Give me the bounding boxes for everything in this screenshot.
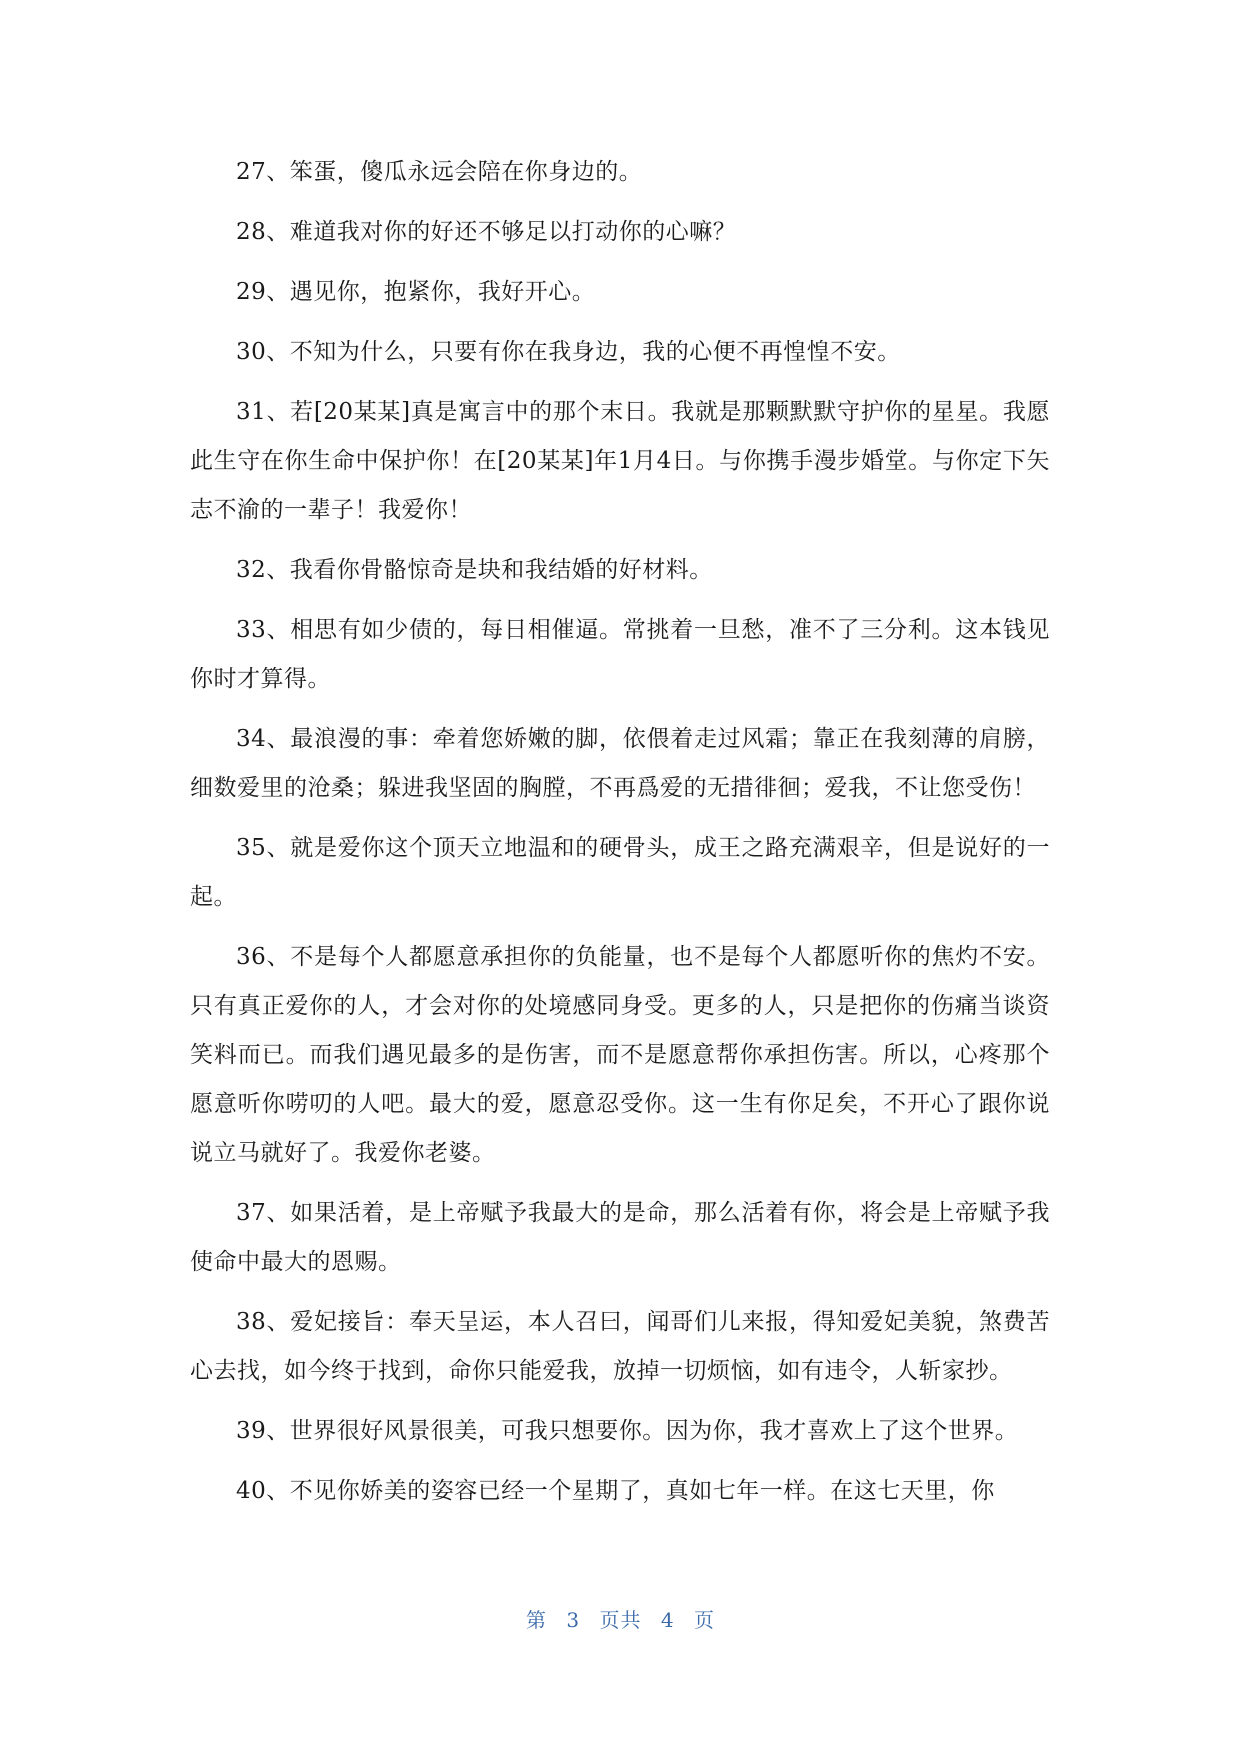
- paragraph-28: 28、难道我对你的好还不够足以打动你的心嘛？: [236, 219, 737, 245]
- paragraph-32: 32、我看你骨骼惊奇是块和我结婚的好材料。: [236, 557, 713, 583]
- paragraph-27: 27、笨蛋，傻瓜永远会陪在你身边的。: [236, 159, 643, 185]
- footer-prefix: 第: [526, 1608, 548, 1632]
- paragraph-29: 29、遇见你，抱紧你，我好开心。: [236, 279, 596, 305]
- paragraph-36: 36、不是每个人都愿意承担你的负能量，也不是每个人都愿听你的焦灼不安。只有真正爱你的人，才会对你的处境感同身受。更多的人，只是把你的伤痛当谈资笑料而已。而我们遇见最多的是伤害，而不是愿意帮你承担伤害。所以，心疼那个愿意听你唠叨的人吧。最大的爱，愿意忍受你。这一生有你足矣，不开心了跟你说说立马就好了。我爱你老婆。: [190, 944, 1050, 1166]
- paragraph-39: 39、世界很好风景很美，可我只想要你。因为你，我才喜欢上了这个世界。: [236, 1418, 1019, 1444]
- total-page-number: 4: [660, 1608, 675, 1632]
- paragraph-31: 31、若[20某某]真是寓言中的那个末日。我就是那颗默默守护你的星星。我愿此生守在你生命中保护你！在[20某某]年1月4日。与你携手漫步婚堂。与你定下矢志不渝的一辈子！我爱你！: [190, 399, 1050, 523]
- paragraph-38: 38、爱妃接旨：奉天呈运，本人召曰，闻哥们儿来报，得知爱妃美貌，煞费苦心去找，如今终于找到，命你只能爱我，放掉一切烦恼，如有违令，人斩家抄。: [190, 1309, 1050, 1384]
- paragraph-30: 30、不知为什么，只要有你在我身边，我的心便不再惶惶不安。: [236, 339, 901, 365]
- paragraph-34: 34、最浪漫的事：牵着您娇嫩的脚，依偎着走过风霜；靠正在我刻薄的肩膀，细数爱里的沧桑；躲进我坚固的胸膛，不再爲爱的无措徘徊；爱我，不让您受伤！: [190, 726, 1050, 801]
- current-page-number: 3: [566, 1608, 581, 1632]
- footer-suffix: 页: [693, 1608, 715, 1632]
- paragraph-33: 33、相思有如少债的，每日相催逼。常挑着一旦愁，准不了三分利。这本钱见你时才算得。: [190, 617, 1050, 692]
- paragraph-37: 37、如果活着，是上帝赋予我最大的是命，那么活着有你，将会是上帝赋予我使命中最大的恩赐。: [190, 1200, 1050, 1275]
- paragraph-40: 40、不见你娇美的姿容已经一个星期了，真如七年一样。在这七天里，你: [236, 1478, 995, 1504]
- paragraph-35: 35、就是爱你这个顶天立地温和的硬骨头，成王之路充满艰辛，但是说好的一起。: [190, 835, 1050, 910]
- footer-middle: 页共: [599, 1608, 642, 1632]
- document-body: [190, 148, 1050, 1527]
- page-footer: [0, 1604, 1241, 1633]
